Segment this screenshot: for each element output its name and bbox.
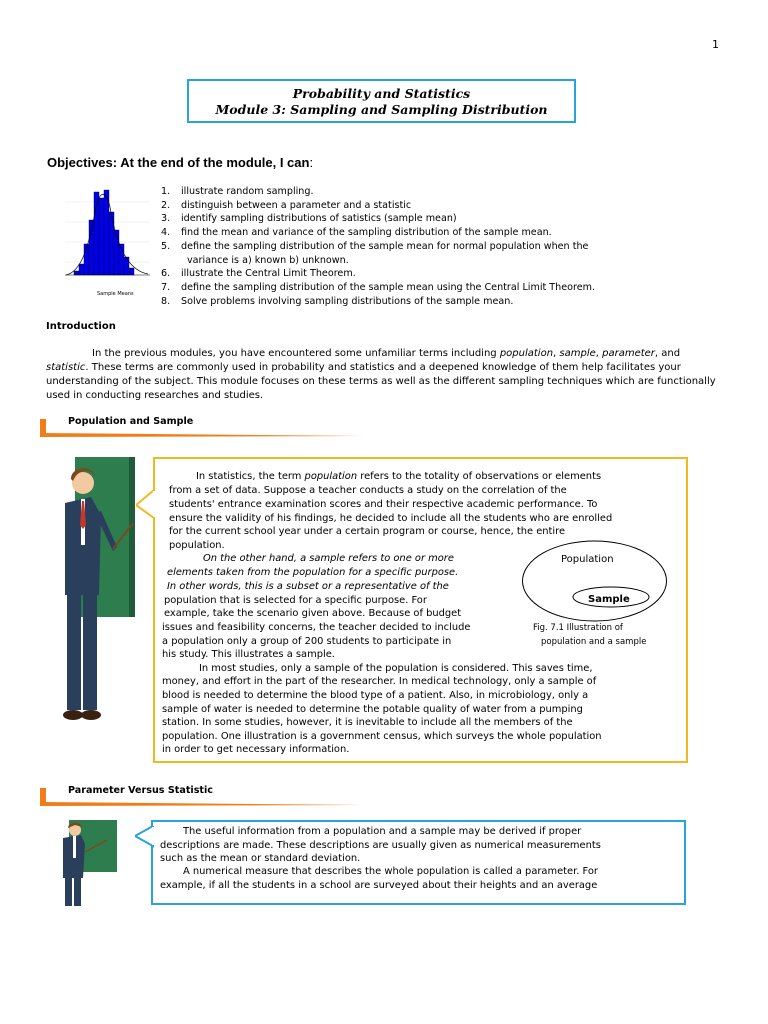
parameter-line: A numerical measure that describes the whole population is called a parameter. For	[183, 866, 598, 877]
studies-line: money, and effort in the part of the researcher. In medical technology, only a sample of	[162, 676, 597, 687]
term-sample: sample	[559, 348, 596, 359]
objective-item-continuation: variance is a) known b) unknown.	[187, 254, 349, 266]
parameter-line: example, if all the students in a school are surveyed about their heights and an average	[160, 880, 598, 891]
introduction-paragraph: In the previous modules, you have encountered some unfamiliar terms including population, sample, parameter, and statistic. These terms are commonly used in probability and statistics and a deepened knowledge of them help facilitates your understanding of the subject. This module focuses on these terms as well as the different sampling techniques which are functionally used in conducting researches and studies.	[46, 348, 716, 401]
speech-bubble-tail	[135, 826, 155, 850]
sample-line: population that is selected for a specific purpose. For	[164, 595, 427, 606]
objectives-heading-text: Objectives: At the end of the module, I can	[47, 155, 310, 170]
parameter-line: such as the mean or standard deviation.	[160, 853, 361, 864]
parameter-line: descriptions are made. These descriptions are usually given as numerical measurements	[160, 840, 601, 851]
teacher-illustration-small	[55, 818, 120, 910]
objective-item: 8. Solve problems involving sampling distributions of the sample mean.	[161, 295, 514, 307]
population-sample-diagram	[521, 540, 668, 622]
sample-line: issues and feasibility concerns, the teacher decided to include	[162, 622, 471, 633]
histogram-image	[60, 182, 155, 302]
sample-line: In other words, this is a subset or a representative of the	[167, 581, 449, 592]
studies-line: station. In some studies, however, it is inevitable to include all the members of the	[162, 717, 573, 728]
parameter-line: The useful information from a population and a sample may be derived if proper	[183, 826, 582, 837]
population-line: ensure the validity of his findings, he decided to include all the students who are enrolled	[169, 513, 613, 524]
population-line: from a set of data. Suppose a teacher conducts a study on the correlation of the	[169, 485, 567, 496]
term-parameter: parameter	[602, 348, 655, 359]
page-number: 1	[712, 38, 719, 51]
figure-caption-line1: Fig. 7.1 Illustration of	[533, 623, 623, 633]
population-line: In statistics, the term population refers to the totality of observations or elements	[196, 471, 602, 482]
introduction-heading: Introduction	[46, 321, 116, 332]
objectives-heading-colon: :	[309, 155, 314, 170]
sample-line: a population only a group of 200 students to participate in	[162, 636, 452, 647]
objectives-list	[161, 185, 701, 308]
sample-line: On the other hand, a sample refers to one or more	[203, 553, 454, 564]
objective-item: 4. find the mean and variance of the sampling distribution of the sample mean.	[161, 227, 552, 239]
speech-bubble-tail	[136, 490, 156, 520]
studies-line: population. One illustration is a government census, which surveys the whole population	[162, 731, 602, 742]
population-line: population.	[169, 540, 225, 551]
objective-item: 1. illustrate random sampling.	[161, 186, 314, 197]
sample-line: his study. This illustrates a sample.	[162, 649, 335, 660]
module-title-box	[187, 79, 576, 123]
teacher-illustration	[55, 455, 137, 727]
histogram-axis-label: Sample Means	[97, 291, 134, 297]
diagram-population-label: Population	[561, 554, 614, 565]
population-line: for the current school year under a certain program or course, hence, the entire	[169, 526, 566, 537]
objective-item: 3. identify sampling distributions of satistics (sample mean)	[161, 213, 457, 225]
sample-line: example, take the scenario given above. Because of budget	[164, 608, 462, 619]
figure-caption-line2: population and a sample	[541, 637, 647, 647]
objective-item: 7. define the sampling distribution of the sample mean using the Central Limit Theorem.	[161, 281, 596, 293]
course-title: Probability and Statistics	[292, 86, 471, 101]
objective-item: 2. distinguish between a parameter and a statistic	[161, 199, 412, 211]
studies-line: sample of water is needed to determine the potable quality of water from a pumping	[162, 704, 583, 715]
studies-line: In most studies, only a sample of the population is considered. This saves time,	[199, 663, 593, 674]
population-line: students' entrance examination scores and their respective academic performance. To	[169, 499, 598, 510]
objective-item: 6. illustrate the Central Limit Theorem.	[161, 268, 356, 280]
objectives-heading	[47, 155, 313, 170]
sample-line: elements taken from the population for a specific purpose.	[167, 567, 459, 578]
section-label-parameter: Parameter Versus Statistic	[68, 785, 213, 796]
section-label-population: Population and Sample	[68, 416, 194, 427]
term-population: population	[499, 348, 554, 359]
term-statistic: statistic	[46, 362, 86, 373]
studies-line: blood is needed to determine the blood type of a patient. Also, in microbiology, only a	[162, 690, 589, 701]
module-title: Module 3: Sampling and Sampling Distribution	[215, 102, 548, 117]
studies-line: in order to get necessary information.	[162, 744, 350, 755]
objective-item: 5. define the sampling distribution of the sample mean for normal population when the	[161, 240, 589, 252]
diagram-sample-label: Sample	[588, 594, 630, 605]
